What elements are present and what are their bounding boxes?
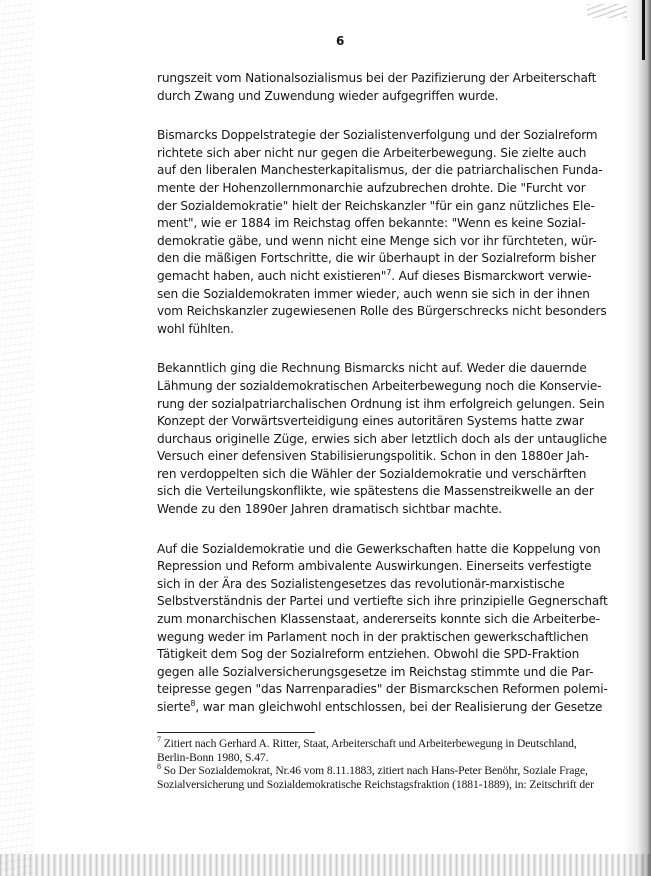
- text-line: mente der Hohenzollernmonarchie aufzubrechen drohte. Die "Furcht vor: [157, 180, 586, 195]
- page-number: 6: [336, 34, 345, 48]
- scan-shadow-left: [0, 0, 34, 876]
- paragraph-3: [157, 360, 607, 518]
- scan-shadow-right: [623, 0, 651, 876]
- text-segment: gemacht haben, auch nicht existieren": [157, 268, 387, 283]
- footnote-7: [157, 737, 597, 764]
- text-line: vom Reichskanzler zugewiesenen Rolle des Bürgerschrecks nicht besonders: [157, 304, 607, 319]
- text-line: Konzept der Vorwärtsverteidigung eines autoritären Systems hatte zwar: [157, 414, 584, 429]
- footnote-reference-8: 8: [190, 698, 196, 708]
- paragraph-4: [157, 541, 608, 717]
- footnote-text: So Der Sozialdemokrat, Nr.46 vom 8.11.1883, zitiert nach Hans-Peter Benöhr, Soziale Frage,: [160, 764, 588, 778]
- footnote-number: 8: [157, 762, 161, 772]
- body-text: [157, 70, 608, 739]
- text-line-with-footnote: [157, 698, 603, 717]
- text-line: Tätigkeit dem Sog der Sozialreform entziehen. Obwohl die SPD-Fraktion: [157, 647, 580, 662]
- text-line: demokratie gäbe, und wenn nicht eine Menge sich vor ihr fürchteten, wür-: [157, 233, 597, 248]
- text-line: sich die Verteilungskonflikte, wie spätestens die Massenstreikwelle an der: [157, 484, 594, 499]
- text-line: wohl fühlten.: [157, 321, 234, 336]
- text-line: durchaus originelle Züge, erwies sich aber letztlich doch als der untaugliche: [157, 431, 607, 446]
- footnote-separator: [157, 732, 315, 733]
- text-line: rung der sozialpatriarchalischen Ordnung ist ihm erfolgreich gelungen. Sein: [157, 396, 605, 411]
- text-segment: , war man gleichwohl entschlossen, bei der Realisierung der Gesetze: [195, 700, 603, 714]
- text-line: gegen alle Sozialversicherungsgesetze im Reichstag stimmte und die Par-: [157, 664, 594, 679]
- footnote-line: [157, 764, 597, 778]
- text-line: teipresse gegen "das Narrenparadies" der Bismarckschen Reformen polemi-: [157, 682, 608, 697]
- text-line: ment", wie er 1884 im Reichstag offen bekannte: "Wenn es keine Sozial-: [157, 216, 586, 231]
- scan-shadow-bottom: [0, 854, 651, 876]
- footnote-number: 7: [157, 735, 161, 745]
- text-line: rungszeit vom Nationalsozialismus bei der Pazifizierung der Arbeiterschaft: [157, 71, 597, 85]
- text-line: Versuch einer defensiven Stabilisierungspolitik. Schon in den 1880er Jah-: [157, 449, 589, 464]
- text-line: richtete sich aber nicht nur gegen die Arbeiterbewegung. Sie zielte auch: [157, 145, 587, 160]
- text-line: wegung weder im Parlament noch in der praktischen gewerkschaftlichen: [157, 629, 589, 644]
- text-line: sen die Sozialdemokraten immer wieder, auch wenn sie sich in der ihnen: [157, 286, 590, 301]
- footnote-text: Zitiert nach Gerhard A. Ritter, Staat, Arbeiterschaft und Arbeiterbewegung in Deutschland,: [160, 737, 577, 750]
- text-segment: sierte: [157, 700, 191, 714]
- paragraph-1: [157, 70, 597, 105]
- footnotes: [157, 737, 597, 791]
- text-line: Auf die Sozialdemokratie und die Gewerkschaften hatte die Koppelung von: [157, 541, 601, 556]
- footnote-reference-7: 7: [386, 267, 392, 277]
- footnote-line: Sozialversicherung und Sozialdemokratische Reichstagsfraktion (1881-1889), in: Zeitschrift der: [157, 777, 594, 791]
- paragraph-2: [157, 127, 607, 338]
- text-line: sich in der Ära des Sozialistengesetzes das revolutionär-marxistische: [157, 576, 565, 591]
- text-line: zum monarchischen Klassenstaat, andererseits konnte sich die Arbeiterbe-: [157, 612, 600, 627]
- footnote-line: Berlin-Bonn 1980, S.47.: [157, 750, 269, 764]
- text-line: auf den liberalen Manchesterkapitalismus, der die patriarchalischen Funda-: [157, 163, 603, 178]
- text-line: durch Zwang und Zuwendung wieder aufgegriffen wurde.: [157, 88, 499, 103]
- footnote-8: [157, 764, 597, 791]
- text-line: der Sozialdemokratie" hielt der Reichskanzler "für ein ganz nützliches Ele-: [157, 198, 595, 213]
- text-line: den die mäßigen Fortschritte, die wir überhaupt in der Sozialreform bisher: [157, 251, 596, 266]
- text-line: Lähmung der sozialdemokratischen Arbeiterbewegung noch die Konservie-: [157, 378, 602, 393]
- text-line-with-footnote: [157, 268, 593, 286]
- text-line: Repression und Reform ambivalente Auswirkungen. Einerseits verfestigte: [157, 559, 592, 574]
- footnote-line: [157, 737, 597, 751]
- text-segment: . Auf dieses Bismarckwort verwie-: [391, 268, 592, 283]
- scan-corner-mark: [587, 4, 627, 18]
- text-line: Bekanntlich ging die Rechnung Bismarcks nicht auf. Weder die dauernde: [157, 361, 587, 376]
- text-line: Selbstverständnis der Partei und vertiefte sich ihre prinzipielle Gegnerschaft: [157, 594, 608, 609]
- text-line: ren verdoppelten sich die Wähler der Sozialdemokratie und verschärften: [157, 466, 587, 481]
- text-line: Bismarcks Doppelstrategie der Sozialistenverfolgung und der Sozialreform: [157, 128, 598, 143]
- text-line: Wende zu den 1890er Jahren dramatisch sichtbar machte.: [157, 502, 502, 517]
